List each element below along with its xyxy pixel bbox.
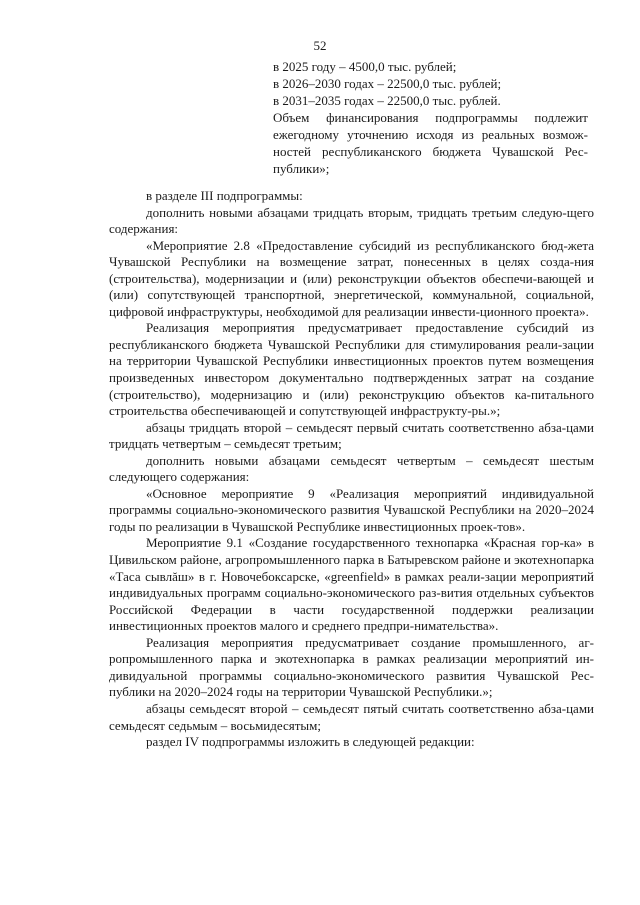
page-number: 52 [313,38,327,53]
funding-note-line-2: ежегодному уточнению исходя из реальных возмож- [273,127,588,142]
paragraph: Реализация мероприятия предусматривает предоставление субсидий из республиканского бюджета Чувашской Республики для стимулирования реали-зации на территории Чувашской Республики инвестиционных проектов путем возмещения произведенных инвестором документально подтвержденных затрат на создание (строительство), модернизацию и (или) реконструкцию объектов ка-питального строительства обеспечивающей и сопутствующей инфраструкту-ры.»; [109,320,594,419]
funding-note-line-3: ностей республиканского бюджета Чувашской Рес- [273,144,588,159]
paragraph: раздел IV подпрограммы изложить в следующей редакции: [146,734,475,750]
paragraph: Реализация мероприятия предусматривает создание промышленного, аг-ропромышленного парка и экотехнопарка в рамках реализации мероприятий ин-дивидуальной программы социально-экономического развития Чувашской Рес-публики на 2020–2024 годы на территории Чувашской Республики.»; [109,634,594,700]
funding-block [273,58,588,177]
paragraph: дополнить новыми абзацами тридцать вторым, тридцать третьим следую-щего содержания: [109,204,594,237]
funding-line-2031-2035: в 2031–2035 годах – 22500,0 тыс. рублей. [273,93,501,108]
paragraph: абзацы тридцать второй – семьдесят первый считать соответственно абза-цами тридцать четвертым – семьдесят третьим; [109,419,594,452]
funding-line-2026-2030: в 2026–2030 годах – 22500,0 тыс. рублей; [273,76,502,91]
funding-note-line-1: Объем финансирования подпрограммы подлежит [273,110,588,125]
paragraph: дополнить новыми абзацами семьдесят четвертым – семьдесят шестым следующего содержания: [109,452,594,485]
funding-line-2025: в 2025 году – 4500,0 тыс. рублей; [273,59,457,74]
paragraph: «Мероприятие 2.8 «Предоставление субсидий из республиканского бюд-жета Чувашской Республики на возмещение затрат, понесенных в целях созда-ния (строительства), модернизации и (или) реконструкции объектов обеспечи-вающей и (или) сопутствующей транспортной, энергетической, коммунальной, социальной, цифровой инфраструктуры, необходимой для реализации инвести-ционного проекта». [109,237,594,319]
funding-note-line-4: публики»; [273,161,330,176]
paragraph: абзацы семьдесят второй – семьдесят пятый считать соответственно абза-цами семьдесят седьмым – восьмидесятым; [109,700,594,733]
paragraph: Мероприятие 9.1 «Создание государственного технопарка «Красная гор-ка» в Цивильском районе, агропромышленного парка в Батыревском районе и экотехнопарка «Таса сывлăш» в г. Новочебоксарске, «greenfield» в рамках реали-зации мероприятий индивидуальных программ социально-экономического раз-вития отдельных субъектов Российской Федерации в части государственной поддержки реализации инвестиционных проектов малого и среднего предпри-нимательства». [109,535,594,634]
paragraph: «Основное мероприятие 9 «Реализация мероприятий индивидуальной программы социально-экономического развития Чувашской Республики на 2020–2024 годы по реализации в Чувашской Республике инвестиционных проек-тов». [109,485,594,534]
main-text [109,188,594,751]
paragraph: в разделе III подпрограммы: [146,188,303,203]
